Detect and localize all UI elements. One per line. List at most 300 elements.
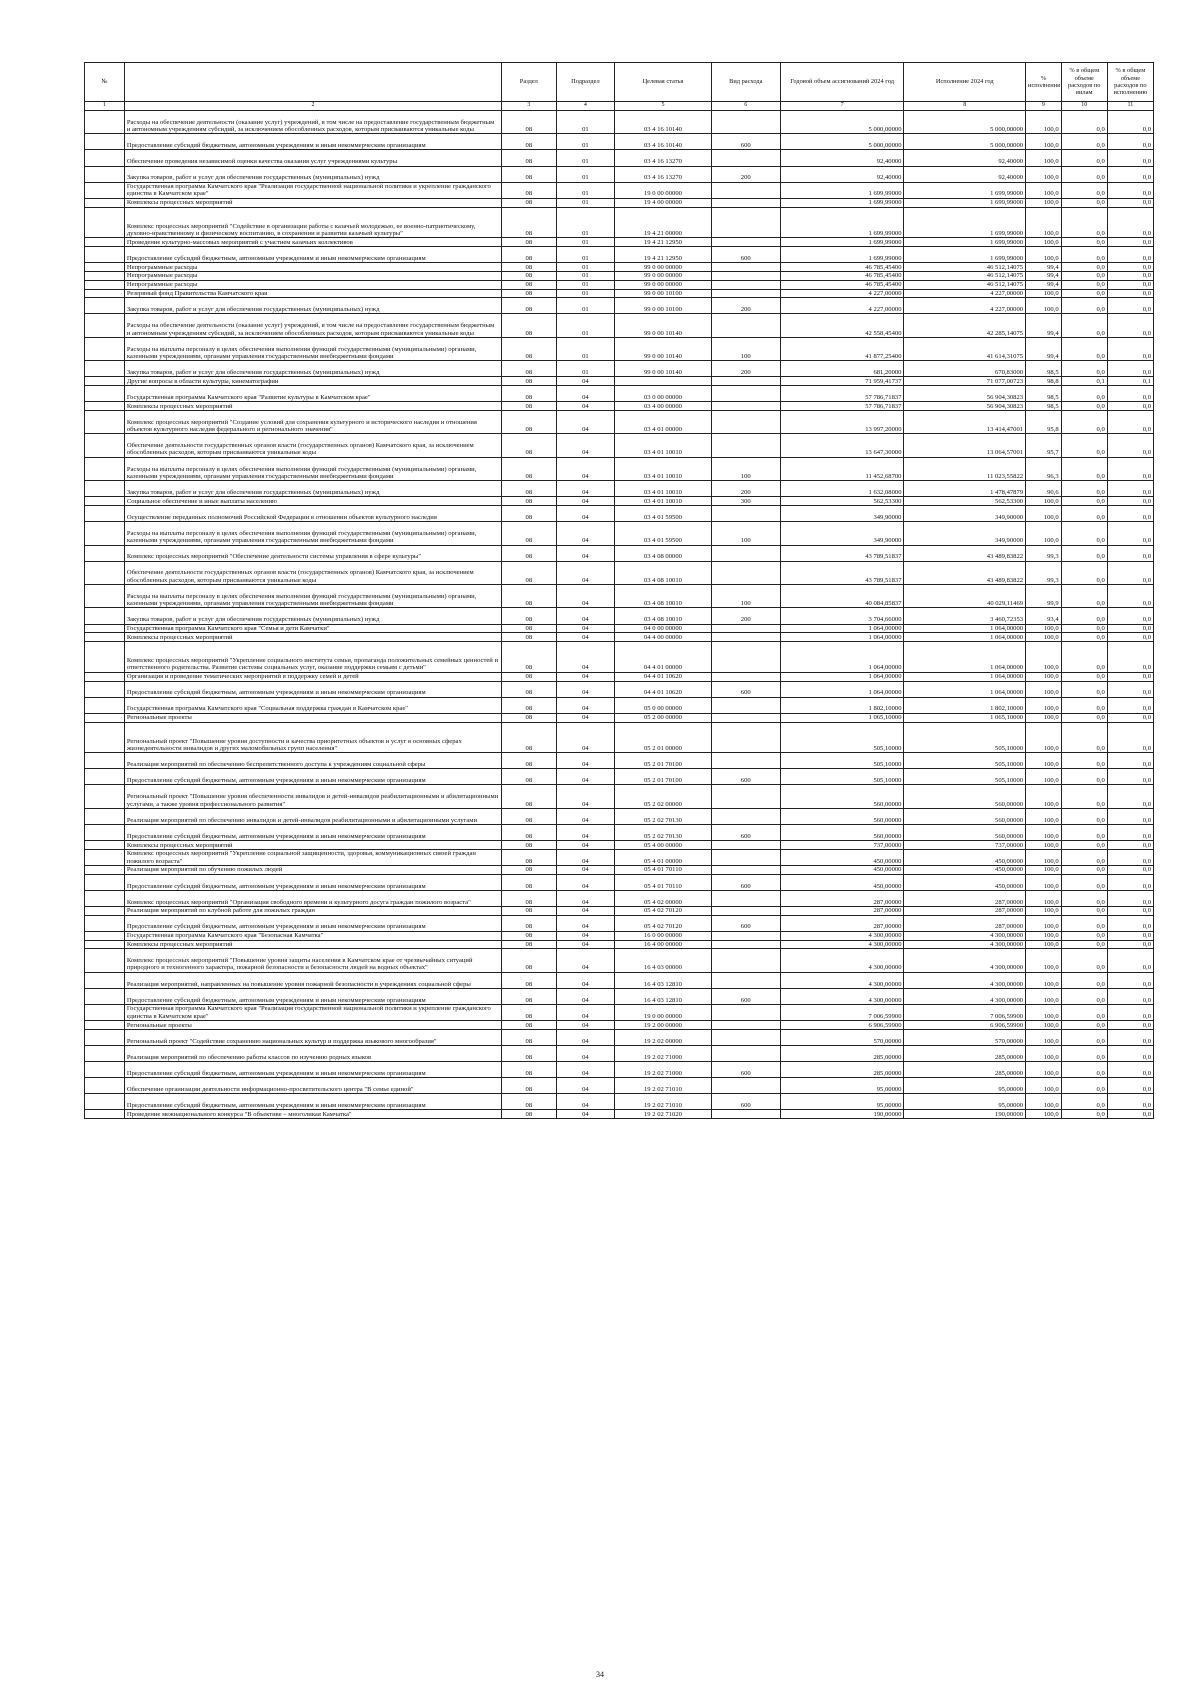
execution-2024: 1 064,00000: [904, 633, 1026, 642]
row-name: Предоставление субсидий бюджетным, автономным учреждениям и иным некоммерческим организациям: [124, 134, 501, 150]
table-row: [85, 263, 1154, 272]
section-code: 08: [502, 1029, 556, 1045]
row-name: Непрограммные расходы: [124, 263, 501, 272]
row-name: Региональный проект "Повышение уровня обеспеченности инвалидов и детей-инвалидов реабилитационными и абилитационными услугами, а также уровня профессионального развития": [124, 785, 501, 808]
execution-percent: 100,0: [1026, 298, 1062, 314]
row-number: [85, 785, 125, 808]
execution-2024: 1 699,99000: [904, 198, 1026, 207]
execution-percent: 100,0: [1026, 247, 1062, 263]
execution-2024: 4 227,00000: [904, 298, 1026, 314]
subsection-code: 04: [556, 561, 615, 584]
execution-2024: 560,00000: [904, 808, 1026, 824]
subsection-code: 04: [556, 457, 615, 480]
row-name: Другие вопросы в области культуры, кинематографии: [124, 377, 501, 386]
share-by-type: 0,0: [1061, 824, 1107, 840]
section-code: 08: [502, 633, 556, 642]
expense-type: 600: [711, 874, 780, 890]
expense-type: 100: [711, 337, 780, 360]
annual-allocation: 285,00000: [780, 1062, 904, 1078]
execution-2024: 1 064,00000: [904, 672, 1026, 681]
section-code: 08: [502, 410, 556, 433]
column-number: 4: [556, 102, 615, 111]
row-name: Расходы на обеспечение деятельности (оказание услуг) учреждений, в том числе на предоставление государственным бюджетным и автономным учреждениям субсидий, за исключением обособленных расходов, которым присваиваются уникальные коды: [124, 111, 501, 134]
table-row: [85, 271, 1154, 280]
table-row: [85, 337, 1154, 360]
execution-2024: 287,00000: [904, 906, 1026, 915]
table-row: [85, 289, 1154, 298]
share-by-type: 0,0: [1061, 457, 1107, 480]
expense-type: 600: [711, 681, 780, 697]
execution-2024: 560,00000: [904, 824, 1026, 840]
row-number: [85, 874, 125, 890]
target-article: 05 2 02 70130: [615, 824, 711, 840]
share-by-type: 0,0: [1061, 361, 1107, 377]
subsection-code: 01: [556, 271, 615, 280]
annual-allocation: 1 802,10000: [780, 697, 904, 713]
table-row: [85, 841, 1154, 850]
row-name: Комплексы процессных мероприятий: [124, 633, 501, 642]
column-header: % в общем объеме расходов по исполнению: [1107, 63, 1153, 102]
expense-type: [711, 890, 780, 906]
section-code: 08: [502, 545, 556, 561]
row-name: Региональный проект "Содействие сохранению национальных культур и поддержка языкового многообразия": [124, 1029, 501, 1045]
section-code: 08: [502, 247, 556, 263]
subsection-code: 01: [556, 198, 615, 207]
section-code: 08: [502, 940, 556, 949]
target-article: 03 4 01 10010: [615, 481, 711, 497]
share-by-type: 0,0: [1061, 713, 1107, 722]
table-row: [85, 166, 1154, 182]
target-article: 03 4 08 10010: [615, 561, 711, 584]
annual-allocation: 41 877,25400: [780, 337, 904, 360]
expense-type: [711, 434, 780, 457]
target-article: 03 4 16 13270: [615, 150, 711, 166]
execution-percent: 100,0: [1026, 1021, 1062, 1030]
target-article: 05 2 02 00000: [615, 785, 711, 808]
annual-allocation: 560,00000: [780, 808, 904, 824]
expense-type: [711, 386, 780, 402]
subsection-code: 01: [556, 111, 615, 134]
row-name: Проведение межнационального конкурса "В объективе – многоликая Камчатка": [124, 1110, 501, 1119]
section-code: 08: [502, 808, 556, 824]
share-by-type: 0,0: [1061, 402, 1107, 411]
row-number: [85, 849, 125, 865]
section-code: 08: [502, 198, 556, 207]
execution-percent: 100,0: [1026, 1045, 1062, 1061]
share-by-execution: 0,0: [1107, 289, 1153, 298]
execution-2024: 4 300,00000: [904, 931, 1026, 940]
subsection-code: 04: [556, 633, 615, 642]
table-row: [85, 314, 1154, 337]
subsection-code: 04: [556, 865, 615, 874]
row-name: Реализация мероприятий по клубной работе для пожилых граждан: [124, 906, 501, 915]
execution-percent: 100,0: [1026, 906, 1062, 915]
annual-allocation: 92,40000: [780, 166, 904, 182]
execution-percent: 100,0: [1026, 824, 1062, 840]
share-by-execution: 0,0: [1107, 940, 1153, 949]
target-article: 03 4 01 10010: [615, 457, 711, 480]
target-article: 04 4 01 10620: [615, 681, 711, 697]
execution-percent: 100,0: [1026, 134, 1062, 150]
expense-type: 100: [711, 585, 780, 608]
expense-type: [711, 1029, 780, 1045]
expense-type: [711, 672, 780, 681]
row-name: Государственная программа Камчатского края "Семья и дети Камчатки": [124, 624, 501, 633]
table-row: [85, 298, 1154, 314]
execution-2024: 349,90000: [904, 522, 1026, 545]
target-article: 99 0 00 10140: [615, 361, 711, 377]
execution-2024: 71 077,00723: [904, 377, 1026, 386]
section-code: 08: [502, 874, 556, 890]
section-code: 08: [502, 263, 556, 272]
column-number: 6: [711, 102, 780, 111]
page-number: 34: [596, 1670, 604, 1679]
target-article: 03 4 01 59500: [615, 506, 711, 522]
share-by-execution: 0,0: [1107, 931, 1153, 940]
subsection-code: 01: [556, 263, 615, 272]
table-row: [85, 481, 1154, 497]
table-row: [85, 182, 1154, 198]
execution-2024: 56 904,30823: [904, 402, 1026, 411]
share-by-execution: 0,0: [1107, 561, 1153, 584]
execution-percent: 99,4: [1026, 314, 1062, 337]
subsection-code: 04: [556, 1078, 615, 1094]
section-code: 08: [502, 434, 556, 457]
row-name: Предоставление субсидий бюджетным, автономным учреждениям и иным некоммерческим организациям: [124, 824, 501, 840]
share-by-type: 0,0: [1061, 1045, 1107, 1061]
share-by-execution: 0,0: [1107, 1094, 1153, 1110]
row-number: [85, 238, 125, 247]
share-by-type: 0,0: [1061, 280, 1107, 289]
column-header: Целевая статья: [615, 63, 711, 102]
row-name: Расходы на выплаты персоналу в целях обеспечения выполнения функций государственными (муниципальными) органами, казенными учреждениями, органами управления государственными внебюджетными фондами: [124, 457, 501, 480]
execution-percent: 93,4: [1026, 608, 1062, 624]
execution-2024: 1 699,99000: [904, 238, 1026, 247]
annual-allocation: 13 997,20000: [780, 410, 904, 433]
section-code: 08: [502, 280, 556, 289]
expense-type: 600: [711, 247, 780, 263]
subsection-code: 04: [556, 949, 615, 972]
execution-2024: 3 460,72353: [904, 608, 1026, 624]
row-number: [85, 972, 125, 988]
share-by-execution: 0,0: [1107, 785, 1153, 808]
target-article: 03 4 00 00000: [615, 402, 711, 411]
row-number: [85, 988, 125, 1004]
annual-allocation: 505,10000: [780, 722, 904, 753]
row-name: Закупка товаров, работ и услуг для обеспечения государственных (муниципальных) нужд: [124, 481, 501, 497]
table-row: [85, 497, 1154, 506]
execution-2024: 190,00000: [904, 1110, 1026, 1119]
expense-type: 200: [711, 166, 780, 182]
execution-percent: 100,0: [1026, 890, 1062, 906]
share-by-type: 0,0: [1061, 585, 1107, 608]
share-by-execution: 0,0: [1107, 633, 1153, 642]
share-by-type: 0,0: [1061, 298, 1107, 314]
target-article: 19 2 02 71000: [615, 1062, 711, 1078]
target-article: 05 4 01 70110: [615, 874, 711, 890]
row-name: Предоставление субсидий бюджетным, автономным учреждениям и иным некоммерческим организациям: [124, 915, 501, 931]
execution-percent: 100,0: [1026, 849, 1062, 865]
execution-percent: 99,4: [1026, 271, 1062, 280]
row-name: Предоставление субсидий бюджетным, автономным учреждениям и иным некоммерческим организациям: [124, 988, 501, 1004]
annual-allocation: 5 000,00000: [780, 111, 904, 134]
annual-allocation: 1 064,00000: [780, 672, 904, 681]
target-article: 05 0 00 00000: [615, 697, 711, 713]
execution-percent: 100,0: [1026, 150, 1062, 166]
target-article: 05 2 01 00000: [615, 722, 711, 753]
annual-allocation: 1 699,99000: [780, 207, 904, 238]
expense-type: 100: [711, 522, 780, 545]
row-number: [85, 624, 125, 633]
table-row: [85, 915, 1154, 931]
table-row: [85, 506, 1154, 522]
expense-type: [711, 182, 780, 198]
execution-2024: 4 227,00000: [904, 289, 1026, 298]
subsection-code: 04: [556, 713, 615, 722]
share-by-type: 0,0: [1061, 608, 1107, 624]
section-code: 08: [502, 337, 556, 360]
execution-percent: 100,0: [1026, 198, 1062, 207]
execution-2024: 95,00000: [904, 1078, 1026, 1094]
annual-allocation: 95,00000: [780, 1078, 904, 1094]
section-code: 08: [502, 1094, 556, 1110]
share-by-type: 0,0: [1061, 785, 1107, 808]
execution-2024: 7 006,59900: [904, 1004, 1026, 1020]
annual-allocation: 3 704,66000: [780, 608, 904, 624]
subsection-code: 04: [556, 849, 615, 865]
subsection-code: 04: [556, 722, 615, 753]
section-code: 08: [502, 497, 556, 506]
expense-type: [711, 1021, 780, 1030]
target-article: 05 2 01 70100: [615, 753, 711, 769]
column-header: Подраздел: [556, 63, 615, 102]
subsection-code: 04: [556, 808, 615, 824]
share-by-type: 0,0: [1061, 906, 1107, 915]
execution-2024: 4 300,00000: [904, 940, 1026, 949]
expense-type: [711, 931, 780, 940]
row-name: Осуществление переданных полномочий Российской Федерации в отношении объектов культурного наследия: [124, 506, 501, 522]
expense-type: [711, 207, 780, 238]
table-row: [85, 1062, 1154, 1078]
annual-allocation: 4 300,00000: [780, 940, 904, 949]
expense-type: [711, 111, 780, 134]
section-code: 08: [502, 314, 556, 337]
subsection-code: 04: [556, 890, 615, 906]
share-by-execution: 0,0: [1107, 545, 1153, 561]
share-by-type: 0,0: [1061, 1029, 1107, 1045]
share-by-type: 0,0: [1061, 681, 1107, 697]
share-by-execution: 0,0: [1107, 263, 1153, 272]
execution-2024: 43 489,83822: [904, 545, 1026, 561]
annual-allocation: 737,00000: [780, 841, 904, 850]
target-article: 19 2 02 00000: [615, 1029, 711, 1045]
share-by-execution: 0,0: [1107, 1078, 1153, 1094]
execution-2024: 285,00000: [904, 1062, 1026, 1078]
share-by-execution: 0,0: [1107, 769, 1153, 785]
section-code: 08: [502, 988, 556, 1004]
execution-percent: 100,0: [1026, 207, 1062, 238]
annual-allocation: 1 699,99000: [780, 247, 904, 263]
share-by-type: 0,0: [1061, 497, 1107, 506]
row-name: Предоставление субсидий бюджетным, автономным учреждениям и иным некоммерческим организациям: [124, 247, 501, 263]
execution-2024: 11 023,55822: [904, 457, 1026, 480]
share-by-execution: 0,0: [1107, 849, 1153, 865]
row-number: [85, 608, 125, 624]
row-number: [85, 182, 125, 198]
execution-percent: 95,7: [1026, 434, 1062, 457]
share-by-execution: 0,0: [1107, 713, 1153, 722]
expense-type: [711, 1045, 780, 1061]
annual-allocation: 1 064,00000: [780, 624, 904, 633]
share-by-execution: 0,0: [1107, 1062, 1153, 1078]
share-by-type: 0,0: [1061, 207, 1107, 238]
execution-percent: 99,3: [1026, 545, 1062, 561]
annual-allocation: 13 647,30000: [780, 434, 904, 457]
target-article: 16 4 03 12810: [615, 972, 711, 988]
row-number: [85, 1110, 125, 1119]
annual-allocation: 1 699,99000: [780, 238, 904, 247]
target-article: 05 4 02 70120: [615, 906, 711, 915]
share-by-type: 0,0: [1061, 841, 1107, 850]
row-name: Предоставление субсидий бюджетным, автономным учреждениям и иным некоммерческим организациям: [124, 769, 501, 785]
expense-type: [711, 150, 780, 166]
target-article: 05 2 01 70100: [615, 769, 711, 785]
row-name: Обеспечение деятельности государственных органов власти (государственных органов) Камчатского края, за исключением обособленных расходов, которым присваиваются уникальные коды: [124, 561, 501, 584]
row-number: [85, 642, 125, 673]
row-name: Резервный фонд Правительства Камчатского края: [124, 289, 501, 298]
table-row: [85, 722, 1154, 753]
annual-allocation: 42 558,45400: [780, 314, 904, 337]
annual-allocation: 4 227,00000: [780, 289, 904, 298]
table-row: [85, 410, 1154, 433]
table-row: [85, 1021, 1154, 1030]
execution-2024: 46 512,14075: [904, 263, 1026, 272]
execution-percent: 98,8: [1026, 377, 1062, 386]
annual-allocation: 505,10000: [780, 769, 904, 785]
execution-2024: 1 064,00000: [904, 642, 1026, 673]
section-code: 08: [502, 289, 556, 298]
subsection-code: 04: [556, 642, 615, 673]
column-number: 11: [1107, 102, 1153, 111]
annual-allocation: 57 786,71837: [780, 402, 904, 411]
execution-percent: 100,0: [1026, 931, 1062, 940]
share-by-execution: 0,0: [1107, 402, 1153, 411]
target-article: 19 0 00 00000: [615, 182, 711, 198]
share-by-execution: 0,1: [1107, 377, 1153, 386]
subsection-code: 04: [556, 769, 615, 785]
execution-percent: 100,0: [1026, 642, 1062, 673]
expense-type: 600: [711, 1062, 780, 1078]
column-header: % исполнения: [1026, 63, 1062, 102]
section-code: 08: [502, 402, 556, 411]
subsection-code: 04: [556, 940, 615, 949]
section-code: 08: [502, 608, 556, 624]
target-article: 19 2 02 71000: [615, 1045, 711, 1061]
row-name: Комплекс процессных мероприятий "Организация свободного времени и культурного досуга граждан пожилого возраста": [124, 890, 501, 906]
share-by-type: 0,0: [1061, 434, 1107, 457]
table-row: [85, 874, 1154, 890]
execution-percent: 100,0: [1026, 166, 1062, 182]
row-name: Социальное обеспечение и иные выплаты населению: [124, 497, 501, 506]
execution-percent: 100,0: [1026, 111, 1062, 134]
target-article: 99 0 00 00000: [615, 280, 711, 289]
section-code: 08: [502, 377, 556, 386]
target-article: 03 4 08 00000: [615, 545, 711, 561]
share-by-type: 0,0: [1061, 271, 1107, 280]
share-by-execution: 0,0: [1107, 361, 1153, 377]
execution-2024: 4 300,00000: [904, 988, 1026, 1004]
column-number: 1: [85, 102, 125, 111]
row-number: [85, 633, 125, 642]
target-article: 99 0 00 10140: [615, 314, 711, 337]
execution-percent: 100,0: [1026, 697, 1062, 713]
table-row: [85, 769, 1154, 785]
expense-type: [711, 377, 780, 386]
subsection-code: 01: [556, 298, 615, 314]
row-name: Закупка товаров, работ и услуг для обеспечения государственных (муниципальных) нужд: [124, 166, 501, 182]
execution-2024: 560,00000: [904, 785, 1026, 808]
subsection-code: 04: [556, 624, 615, 633]
target-article: 03 4 01 59500: [615, 522, 711, 545]
row-number: [85, 713, 125, 722]
table-row: [85, 808, 1154, 824]
share-by-type: 0,0: [1061, 624, 1107, 633]
annual-allocation: 6 906,59900: [780, 1021, 904, 1030]
share-by-execution: 0,0: [1107, 150, 1153, 166]
row-number: [85, 841, 125, 850]
row-name: Расходы на обеспечение деятельности (оказание услуг) учреждений, в том числе на предоставление государственным бюджетным и автономным учреждениям субсидий, за исключением обособленных расходов, которым присваиваются уникальные коды: [124, 314, 501, 337]
row-number: [85, 1021, 125, 1030]
annual-allocation: 4 300,00000: [780, 949, 904, 972]
target-article: 19 4 21 12950: [615, 238, 711, 247]
execution-percent: 100,0: [1026, 1094, 1062, 1110]
execution-percent: 100,0: [1026, 522, 1062, 545]
row-number: [85, 585, 125, 608]
share-by-execution: 0,0: [1107, 111, 1153, 134]
annual-allocation: 46 785,45400: [780, 280, 904, 289]
execution-percent: 100,0: [1026, 182, 1062, 198]
subsection-code: 04: [556, 481, 615, 497]
row-number: [85, 681, 125, 697]
share-by-execution: 0,0: [1107, 247, 1153, 263]
share-by-type: 0,0: [1061, 386, 1107, 402]
row-number: [85, 890, 125, 906]
target-article: 05 4 01 70110: [615, 865, 711, 874]
share-by-type: 0,0: [1061, 314, 1107, 337]
expense-type: [711, 545, 780, 561]
share-by-type: 0,0: [1061, 769, 1107, 785]
share-by-type: 0,0: [1061, 337, 1107, 360]
section-code: 08: [502, 166, 556, 182]
expense-type: 600: [711, 824, 780, 840]
subsection-code: 01: [556, 182, 615, 198]
row-name: Расходы на выплаты персоналу в целях обеспечения выполнения функций государственными (муниципальными) органами, казенными учреждениями, органами управления государственными внебюджетными фондами: [124, 522, 501, 545]
row-name: Закупка товаров, работ и услуг для обеспечения государственных (муниципальных) нужд: [124, 608, 501, 624]
annual-allocation: 1 064,00000: [780, 681, 904, 697]
execution-2024: 92,40000: [904, 166, 1026, 182]
execution-percent: 99,9: [1026, 585, 1062, 608]
execution-percent: 100,0: [1026, 753, 1062, 769]
share-by-type: 0,0: [1061, 247, 1107, 263]
row-name: Обеспечение проведения независимой оценки качества оказания услуг учреждениями культуры: [124, 150, 501, 166]
subsection-code: 04: [556, 841, 615, 850]
execution-2024: 5 000,00000: [904, 111, 1026, 134]
section-code: 08: [502, 824, 556, 840]
share-by-execution: 0,0: [1107, 808, 1153, 824]
execution-percent: 100,0: [1026, 238, 1062, 247]
row-name: Комплекс процессных мероприятий "Содействие в организации работы с казачьей молодежью, ее военно-патриотическому, духовно-нравственному и физическому воспитанию, в сохранении и развитии казачьей культуры": [124, 207, 501, 238]
row-number: [85, 166, 125, 182]
